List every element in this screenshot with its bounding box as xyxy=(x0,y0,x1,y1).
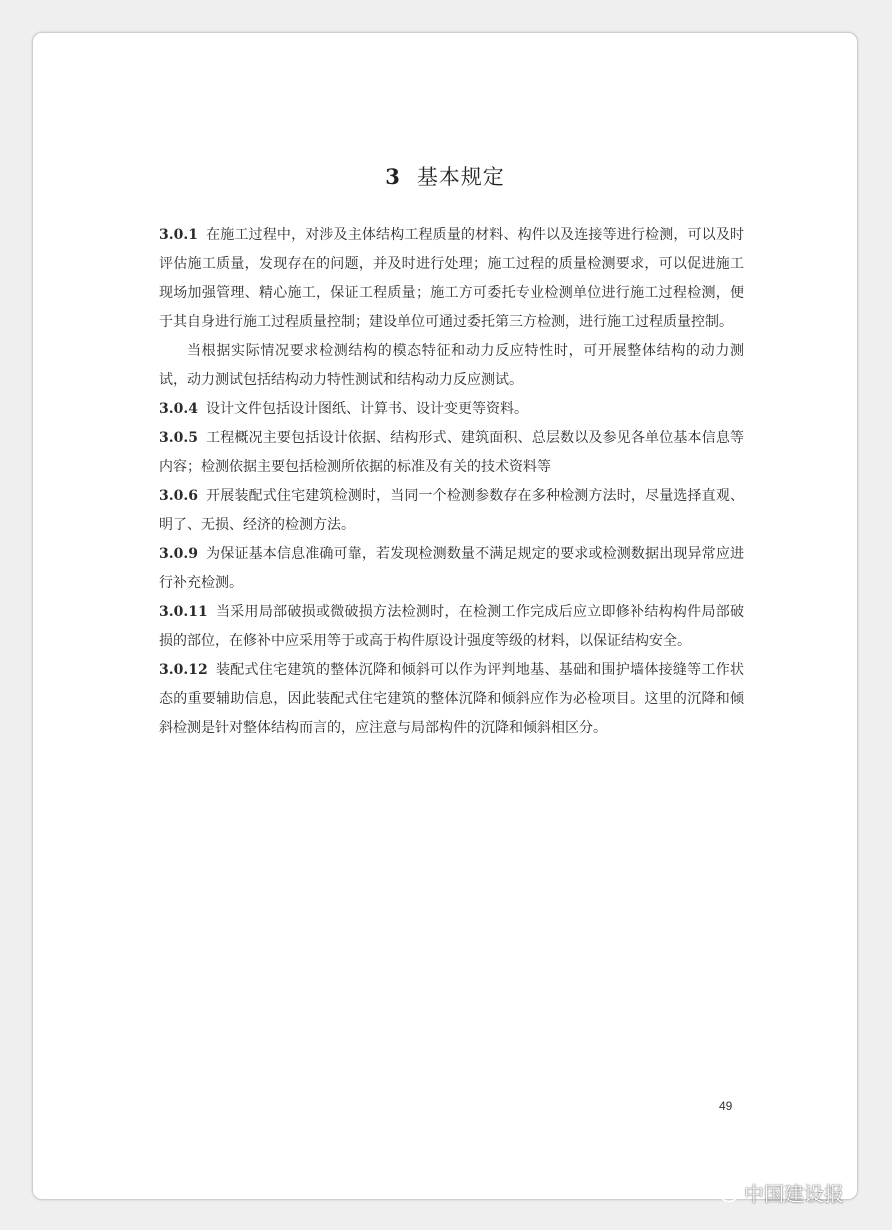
clause-3-0-6 xyxy=(159,482,744,540)
clause-3-0-9 xyxy=(159,540,744,598)
clause-3-0-1-continuation xyxy=(159,337,744,395)
clause-3-0-11 xyxy=(159,598,744,656)
wechat-icon xyxy=(712,1182,738,1204)
clause-3-0-4 xyxy=(159,395,744,424)
watermark-text: 中国建设报 xyxy=(744,1182,844,1206)
clause-number: 3.0.4 xyxy=(159,401,198,417)
clause-text: 开展装配式住宅建筑检测时，当同一个检测参数存在多种检测方法时，尽量选择直观、明了、无损、经济的检测方法。 xyxy=(159,488,744,533)
clause-number: 3.0.5 xyxy=(159,430,198,446)
clause-3-0-1 xyxy=(159,221,744,337)
section-title-text: 基本规定 xyxy=(416,165,505,189)
clause-text: 在施工过程中，对涉及主体结构工程质量的材料、构件以及连接等进行检测，可以及时评估施工质量，发现存在的问题，并及时进行处理；施工过程的质量检测要求，可以促进施工现场加强管理、精心施工，保证工程质量；施工方可委托专业检测单位进行施工过程检测，便于其自身进行施工过程质量控制；建设单位可通过委托第三方检测，进行施工过程质量控制。 xyxy=(159,227,744,330)
page-number: 49 xyxy=(719,1099,733,1113)
clause-text: 装配式住宅建筑的整体沉降和倾斜可以作为评判地基、基础和围护墙体接缝等工作状态的重要辅助信息，因此装配式住宅建筑的整体沉降和倾斜应作为必检项目。这里的沉降和倾斜检测是针对整体结构而言的，应注意与局部构件的沉降和倾斜相区分。 xyxy=(159,662,744,736)
clause-text: 为保证基本信息准确可靠，若发现检测数量不满足规定的要求或检测数据出现异常应进行补充检测。 xyxy=(159,546,744,591)
clause-text: 当采用局部破损或微破损方法检测时，在检测工作完成后应立即修补结构构件局部破损的部位，在修补中应采用等于或高于构件原设计强度等级的材料，以保证结构安全。 xyxy=(159,604,744,649)
document-page xyxy=(32,32,858,1200)
clause-3-0-12 xyxy=(159,656,744,743)
clause-text: 当根据实际情况要求检测结构的模态特征和动力反应特性时，可开展整体结构的动力测试，动力测试包括结构动力特性测试和结构动力反应测试。 xyxy=(159,343,744,388)
clause-number: 3.0.1 xyxy=(159,227,198,243)
clause-text: 设计文件包括设计图纸、计算书、设计变更等资料。 xyxy=(205,401,528,417)
clause-number: 3.0.11 xyxy=(159,604,208,620)
section-number: 3 xyxy=(385,164,401,189)
clause-text: 工程概况主要包括设计依据、结构形式、建筑面积、总层数以及参见各单位基本信息等内容；检测依据主要包括检测所依据的标准及有关的技术资料等 xyxy=(159,430,744,475)
clause-3-0-5 xyxy=(159,424,744,482)
watermark xyxy=(712,1178,844,1207)
clause-number: 3.0.9 xyxy=(159,546,198,562)
document-body xyxy=(159,221,744,743)
clause-number: 3.0.12 xyxy=(159,662,208,678)
clause-number: 3.0.6 xyxy=(159,488,198,504)
section-title xyxy=(33,161,857,191)
